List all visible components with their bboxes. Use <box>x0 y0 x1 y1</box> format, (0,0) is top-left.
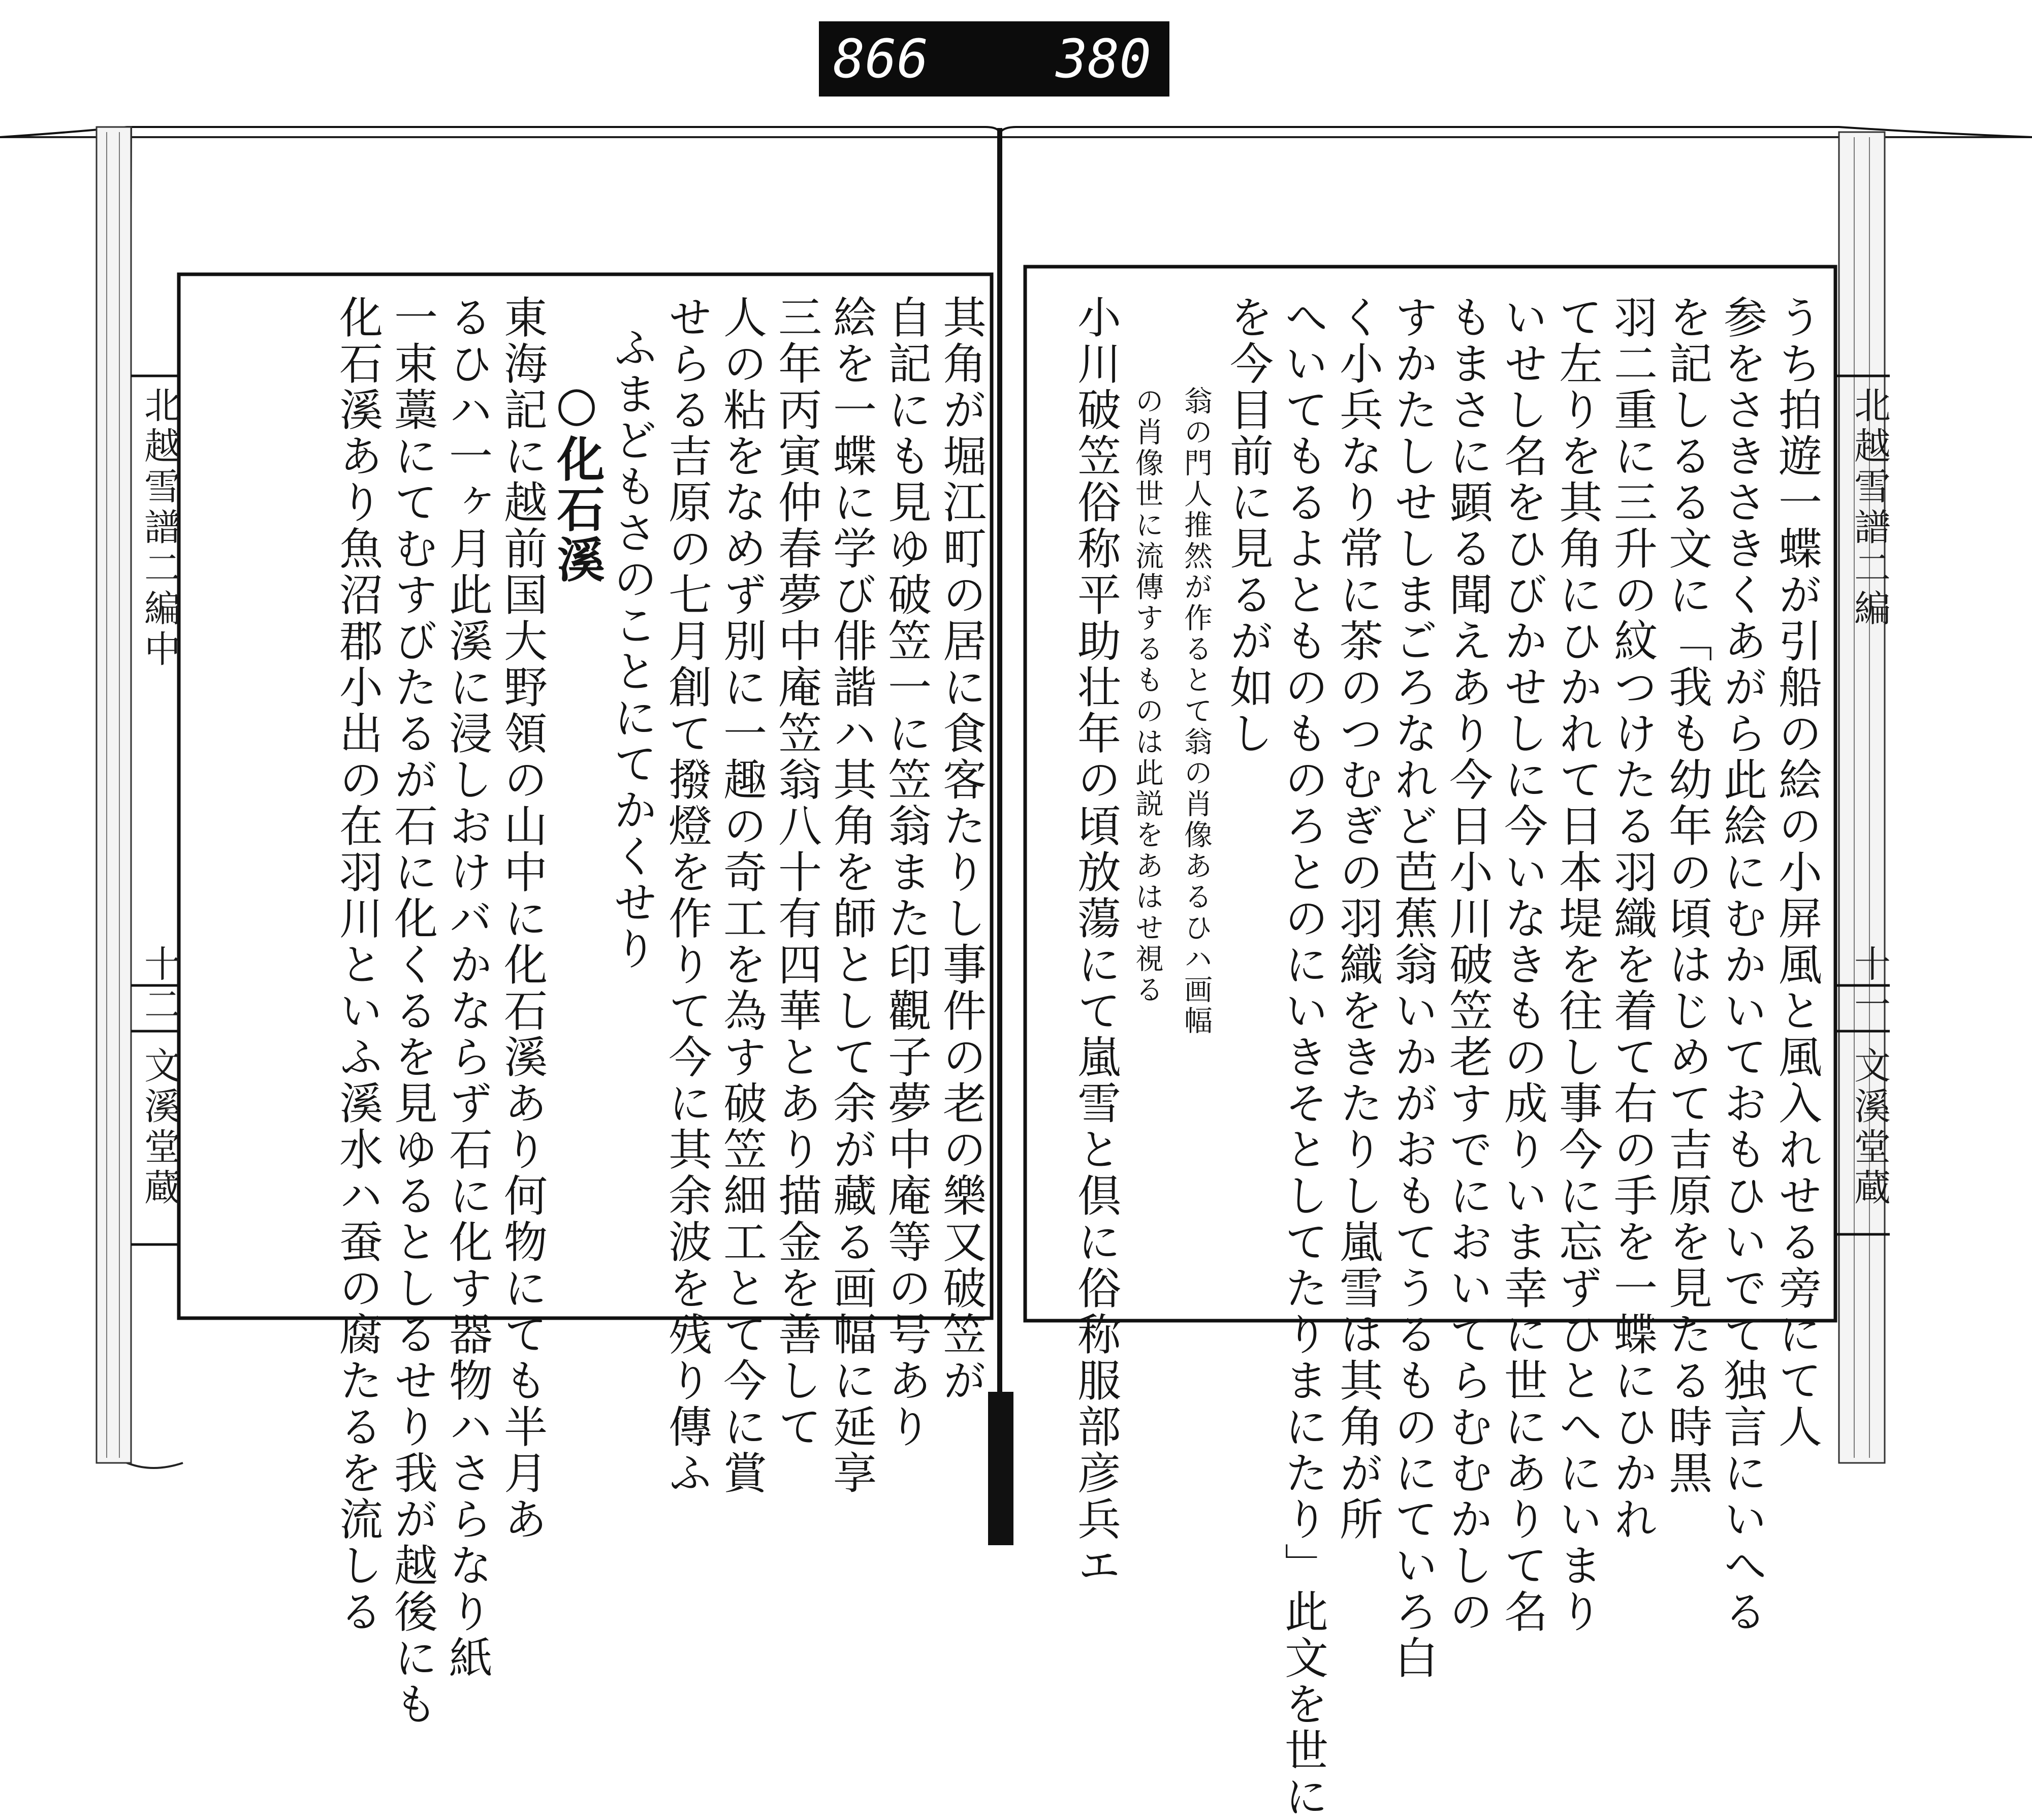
film-counter-label <box>819 21 1169 97</box>
left-hashira-title: 北越雪譜二編中 <box>138 386 181 670</box>
text-line: 三年丙寅仲春夢中庵笠翁八十有四華とあり描金を善して <box>771 295 821 1450</box>
text-line: すかたしせしまごろなれど芭蕉翁いかがおもてうるものにていろ白 <box>1387 295 1438 1681</box>
text-line: 絵を一蝶に学び俳諧ハ其角を師として余が藏る画幅に延享 <box>826 295 876 1496</box>
right-page-number: 十一 <box>1848 945 1891 1026</box>
text-line: 羽二重に三升の紋つけたる羽織を着て右の手を一蝶にひかれ <box>1606 295 1657 1543</box>
annotation-note: 翁の門人推然が作るとて翁の肖像あるひハ画幅 <box>1180 386 1213 1037</box>
film-counter-right: 380 <box>1056 28 1152 90</box>
text-line: 参をさきさきくあがら此絵にむかいておもひいでて独言にいへる <box>1716 295 1767 1635</box>
text-line: く小兵なり常に茶のつむぎの羽織をきたりし嵐雪は其角が所 <box>1332 295 1383 1543</box>
left-page-number: 十二 <box>138 945 181 1026</box>
text-line: 一束藁にてむすびたるが石に化くるを見ゆるとしるせり我が越後にも <box>387 295 437 1728</box>
text-line: 化石溪あり魚沼郡小出の在羽川といふ溪水ハ蚕の腐たるを流しる <box>332 295 383 1635</box>
text-line: ふまどもさのことにてかくせり <box>606 325 657 972</box>
text-line: 自記にも見ゆ破笠一に笠翁また印觀子夢中庵等の号あり <box>880 295 931 1450</box>
text-line: るひハ一ヶ月此溪に浸しおけバかならず石に化す器物ハさらなり紙 <box>441 295 492 1681</box>
right-publisher-mark: 文溪堂蔵 <box>1848 1046 1891 1209</box>
text-line: を今目前に見るが如し <box>1222 295 1273 757</box>
text-line: もまさに顕る聞えあり今日小川破笠老すでにおいてらむむかしの <box>1442 295 1493 1635</box>
text-line: うち拍遊一蝶が引船の絵の小屏風と風入れせる旁にて人 <box>1771 295 1822 1450</box>
text-line: へいてもるよとものものろとのにいきそとしてたりまにたり」此文を世に <box>1277 295 1328 1820</box>
film-counter-left: 866 <box>833 28 929 90</box>
section-heading: ○化石溪 <box>549 376 605 585</box>
left-publisher-mark: 文溪堂蔵 <box>138 1046 181 1209</box>
annotation-note: の肖像世に流傳するものは此説をあはせ視る <box>1131 386 1164 1006</box>
text-line: 人の粘をなめず別に一趣の奇工を為す破笠細工とて今に賞 <box>716 295 767 1496</box>
text-line: 其角が堀江町の居に食客たりし事件の老の樂又破笠が <box>935 295 986 1404</box>
text-line: 小川破笠俗称平助壮年の頃放蕩にて嵐雪と倶に俗称服部彦兵エ <box>1070 295 1121 1589</box>
right-hashira-title: 北越雪譜二編 <box>1848 386 1891 630</box>
text-line: て左りを其角にひかれて日本堤を往し事今に忘ずひとへにいまり <box>1551 295 1602 1635</box>
left-page-text <box>190 295 988 1728</box>
right-page-text <box>1041 295 1824 1820</box>
text-line: せらる吉原の七月創て撥燈を作りて今に其余波を残り傳ふ <box>661 295 712 1496</box>
text-line: を記しるる文に「我も幼年の頃はじめて吉原を見たる時黒 <box>1661 295 1712 1496</box>
text-line: いせし名をひびかせしに今いなきもの成りいま幸に世にありて名 <box>1497 295 1547 1635</box>
text-line: 東海記に越前国大野領の山中に化石溪あり何物にても半月あ <box>496 295 547 1543</box>
